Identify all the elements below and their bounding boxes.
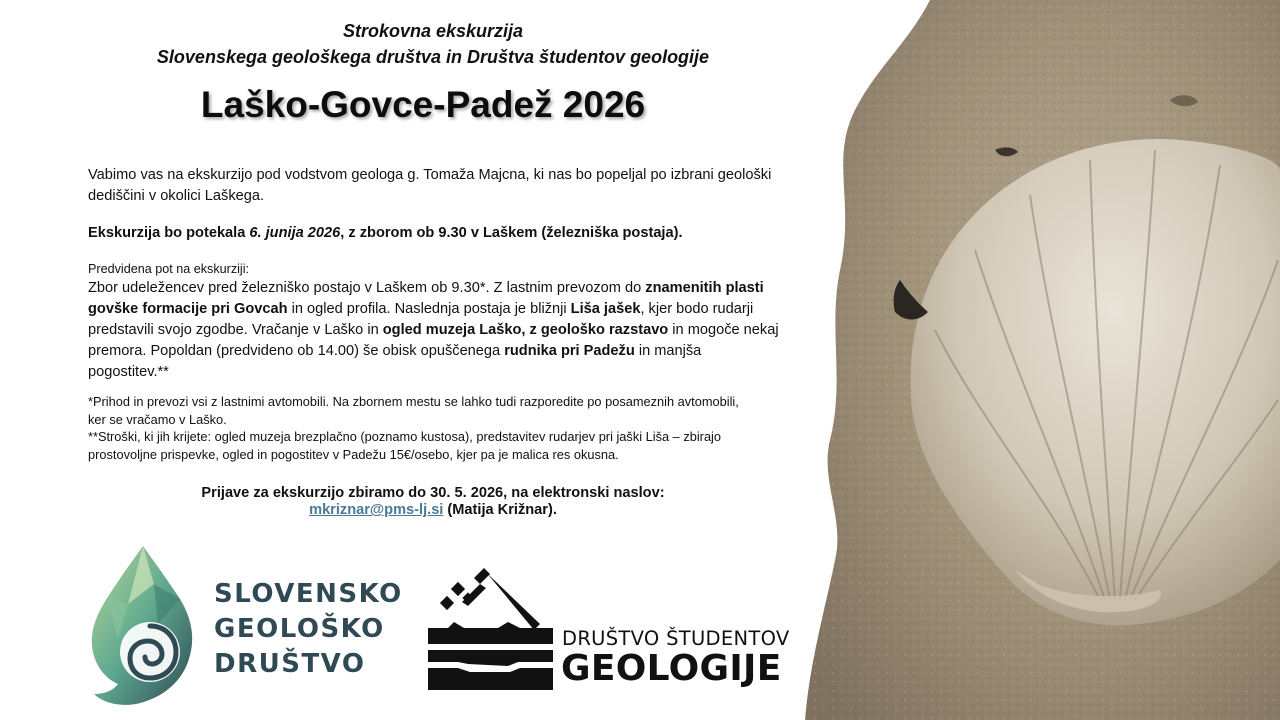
invitation-paragraph: Vabimo vas na ekskurzijo pod vodstvom geologa g. Tomaža Majcna, ki nas bo popeljal po izbrani geološki dediščini v okolici Laškega. [88, 167, 772, 204]
sgd-wordmark [214, 577, 434, 682]
footnotes [88, 393, 758, 463]
route-highlight-lisa: Liša jašek [570, 301, 641, 317]
footnote-costs: **Stroški, ki jih krijete: ogled muzeja brezplačno (poznamo kustosa), predstavitev rudarjev pri jaški Liša – zbirajo prostovoljne prispevke, ogled in pogostitev v Padežu 15€/osebo, kjer pa je malica res okusna. [88, 429, 722, 462]
route-text-4: in mogoče nekaj premora. Popoldan (predvideno ob 14.00) še obisk opuščenega [88, 322, 779, 359]
date-text-part1: Ekskurzija bo potekala [88, 225, 250, 241]
route-label: Predvidena pot na ekskurziji: [88, 262, 250, 276]
signup-text: Prijave za ekskurzijo zbiramo do 30. 5. 2026, na elektronski naslov: [201, 485, 665, 501]
route-paragraph [88, 278, 784, 383]
date-highlight: 6. junija 2026 [249, 225, 341, 241]
route-text-1: Zbor udeležencev pred železniško postajo v Laškem ob 9.30*. Z lastnim prevozom do [88, 280, 646, 296]
route-highlight-govce: znamenitih plasti govške formacije pri Govcah [88, 280, 764, 317]
geologist-hammer-logo-icon [428, 566, 553, 691]
route-text-2: in ogled profila. Naslednja postaja je bližnji [287, 301, 571, 317]
subtitle-line-1: Strokovna ekskurzija [342, 21, 524, 41]
subtitle-line-2: Slovenskega geološkega društva in Društva študentov geologije [156, 47, 710, 67]
signup-contact [88, 500, 778, 521]
email-link[interactable]: mkriznar@pms-lj.si [309, 502, 444, 518]
route-highlight-padez: rudnika pri Padežu [504, 343, 635, 359]
route-text-3: , kjer bodo rudarji predstavili svojo zgodbe. Vračanje v Laško in [88, 301, 754, 338]
dsg-line-1: DRUŠTVO ŠTUDENTOV [562, 627, 790, 650]
dsg-line-2: GEOLOGIJE [561, 648, 782, 689]
route-text-5: in manjša pogostitev.** [88, 343, 702, 380]
fossil-scallop-image [800, 0, 1280, 720]
contact-name: (Matija Križnar). [443, 502, 557, 518]
ammonite-logo-icon [88, 544, 198, 709]
date-text-part2: , z zborom ob 9.30 v Laškem (železniška postaja). [340, 225, 683, 241]
route-highlight-museum: ogled muzeja Laško, z geološko razstavo [382, 322, 669, 338]
sgd-line-2: GEOLOŠKO [214, 614, 385, 644]
page-title: Laško-Govce-Padež 2026 [200, 84, 646, 125]
sgd-line-3: DRUŠTVO [214, 649, 366, 679]
footnote-transport: *Prihod in prevozi vsi z lastnimi avtomobili. Na zbornem mestu se lahko tudi razporedite po posameznih avtomobili, ker se vračamo v Laško. [88, 394, 739, 427]
sgd-line-1: SLOVENSKO [214, 579, 403, 609]
date-paragraph [88, 223, 788, 244]
